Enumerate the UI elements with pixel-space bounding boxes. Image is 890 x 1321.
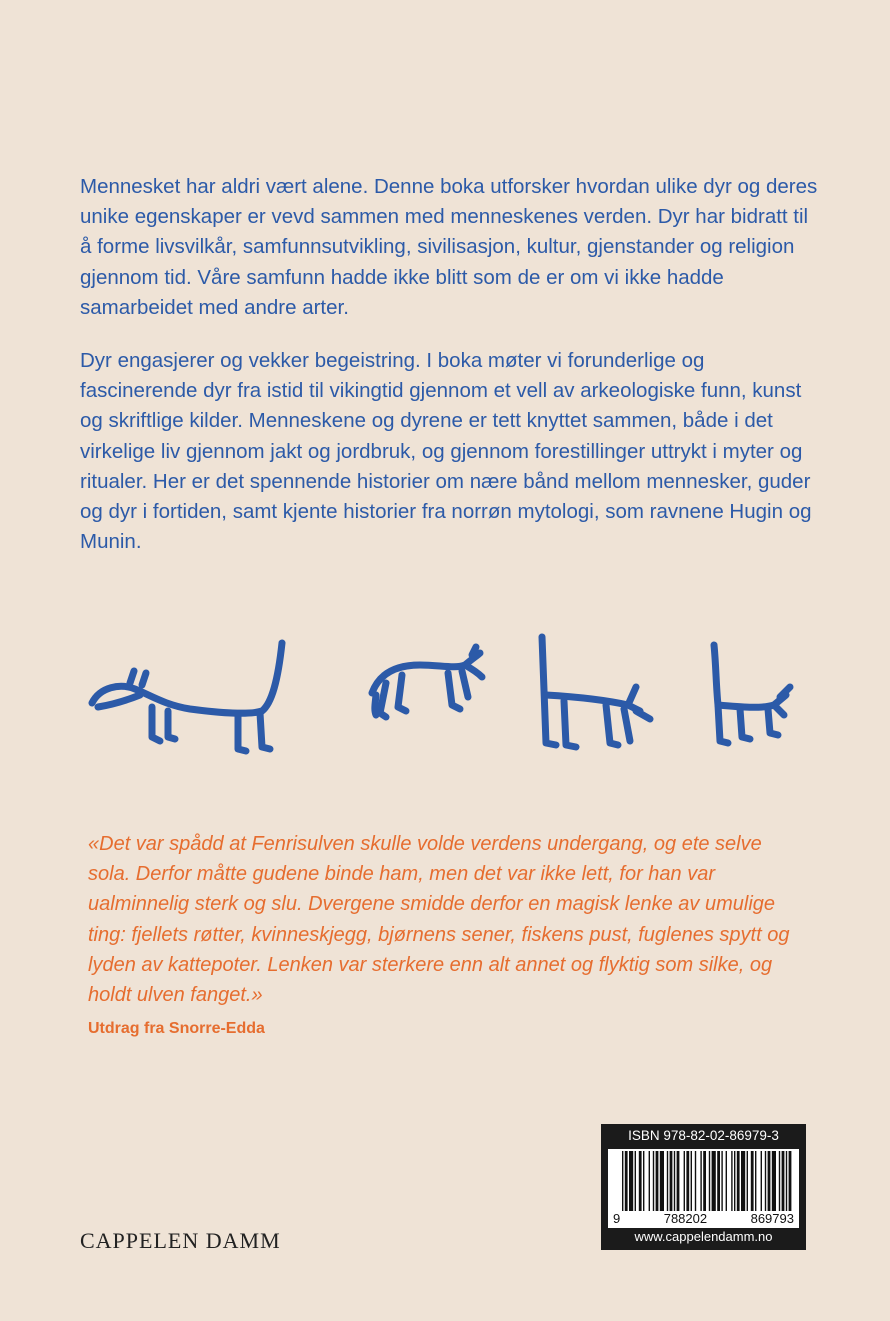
- barcode-bar: [747, 1151, 748, 1213]
- isbn-barcode-box: [601, 1124, 806, 1250]
- barcode-bar: [625, 1151, 628, 1213]
- barcode-bar: [622, 1151, 623, 1213]
- barcode-bar: [772, 1151, 776, 1213]
- barcode-bar: [686, 1151, 689, 1213]
- barcode-bar: [643, 1151, 644, 1213]
- barcode-bar: [768, 1151, 771, 1213]
- barcode-bar: [734, 1151, 735, 1213]
- barcode-digit-lead: 9: [613, 1211, 621, 1226]
- quote-source: Utdrag fra Snorre-Edda: [88, 1020, 265, 1037]
- barcode-bar: [755, 1151, 756, 1213]
- petroglyph-dog-2: [372, 647, 482, 717]
- barcode-bar: [786, 1151, 787, 1213]
- isbn-number: ISBN 978-82-02-86979-3: [628, 1128, 779, 1143]
- blurb-paragraph-1: Mennesket har aldri vært alene. Denne boka utforsker hvordan ulike dyr og deres unike egenskaper er vevd sammen med menneskenes verden. Dyr har bidratt til å forme livsvilkår, samfunnsutvikling, sivilisasjon, kultur, gjenstander og religion gjennom tid. Våre samfunn hadde ikke blitt som de er om vi ikke hadde samarbeidet med andre arter.: [80, 175, 818, 319]
- barcode-bar: [709, 1151, 710, 1213]
- barcode-bar: [737, 1151, 740, 1213]
- barcode-bar: [779, 1151, 780, 1213]
- barcode-bar: [789, 1151, 792, 1213]
- barcode-bar: [703, 1151, 706, 1213]
- barcode: [608, 1149, 799, 1228]
- publisher-website: www.cappelendamm.no: [634, 1229, 773, 1244]
- barcode-bars: [608, 1151, 799, 1213]
- barcode-bar: [639, 1151, 642, 1213]
- barcode-bar: [667, 1151, 668, 1213]
- blurb-text: [80, 172, 820, 580]
- barcode-bar: [761, 1151, 762, 1213]
- petroglyph-dog-4: [714, 645, 790, 743]
- publisher-logo: CAPPELEN DAMM: [80, 1228, 281, 1253]
- barcode-bar: [717, 1151, 720, 1213]
- barcode-bar: [731, 1151, 732, 1213]
- petroglyph-dog-3: [542, 637, 650, 747]
- barcode-bar: [751, 1151, 754, 1213]
- barcode-bar: [677, 1151, 680, 1213]
- barcode-bar: [653, 1151, 654, 1213]
- barcode-bar: [629, 1151, 633, 1213]
- barcode-bar: [649, 1151, 650, 1213]
- barcode-bar: [765, 1151, 766, 1213]
- barcode-bar: [721, 1151, 722, 1213]
- barcode-bar: [741, 1151, 745, 1213]
- animal-petroglyphs: [80, 625, 820, 760]
- quote-text: «Det var spådd at Fenrisulven skulle volde verdens undergang, og ete selve sola. Derfor måtte gudene binde ham, men det var ikke lett, for han var ualminnelig sterk og slu. Dvergene smidde derfor en magisk lenke av umulige ting: fjellets røtter, kvinneskjegg, bjørnens sener, fiskens pust, fuglenes spytt og lyden av kattepoter. Lenken var sterkere enn alt annet og flyktig som silke, og holdt ulven fanget.»: [88, 833, 790, 1007]
- barcode-digits-left: 788202: [663, 1211, 708, 1226]
- barcode-digits: [613, 1211, 794, 1226]
- barcode-bar: [670, 1151, 673, 1213]
- barcode-bar: [726, 1151, 727, 1213]
- barcode-bar: [700, 1151, 701, 1213]
- barcode-bar: [712, 1151, 716, 1213]
- barcode-bar: [691, 1151, 692, 1213]
- barcode-bar: [674, 1151, 675, 1213]
- barcode-bar: [684, 1151, 685, 1213]
- petroglyph-dog-1: [92, 643, 282, 751]
- barcode-bar: [660, 1151, 664, 1213]
- barcode-bar: [782, 1151, 785, 1213]
- barcode-digits-right: 869793: [750, 1211, 794, 1226]
- blurb-paragraph-2: Dyr engasjerer og vekker begeistring. I boka møter vi forunderlige og fascinerende dyr fra istid til vikingtid gjennom et vell av arkeologiske funn, kunst og skriftlige kilder. Menneskene og dyrene er tett knyttet sammen, både i det virkelige liv gjennom jakt og jordbruk, og gjennom forestillinger uttrykt i myter og ritualer. Her er det spennende historier om nære bånd mellom mennesker, guder og dyr i fortiden, samt kjente historier fra norrøn mytologi, som ravnene Hugin og Munin.: [80, 349, 812, 554]
- barcode-bar: [656, 1151, 659, 1213]
- barcode-bar: [635, 1151, 636, 1213]
- barcode-bar: [695, 1151, 696, 1213]
